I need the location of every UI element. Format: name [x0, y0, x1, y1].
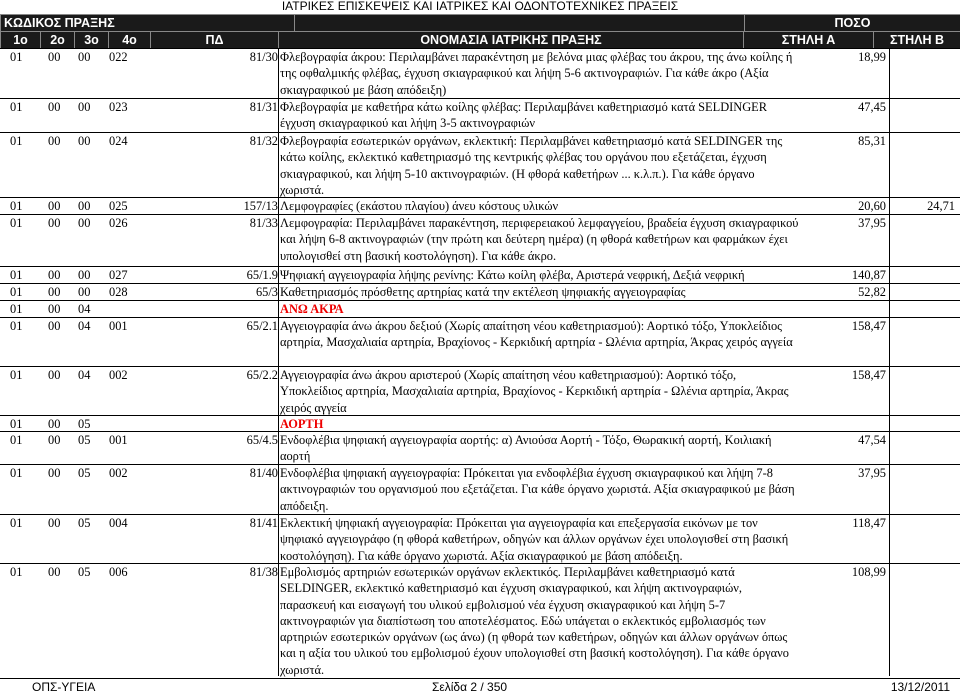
- procedure-description: [280, 515, 843, 564]
- pd-code: 81/38: [206, 564, 278, 580]
- description-line: χωριστά.: [280, 662, 843, 678]
- code-part-1: 01: [10, 133, 22, 149]
- procedure-description: [280, 49, 843, 98]
- procedure-description: [280, 367, 843, 416]
- code-part-1: 01: [10, 99, 22, 115]
- code-part-3: 00: [78, 284, 90, 300]
- code-part-1: 01: [10, 564, 22, 580]
- code-part-2: 00: [48, 465, 60, 481]
- pd-code: 65/3: [206, 284, 278, 300]
- amount-column-a: 108,99: [826, 564, 886, 580]
- description-line: της οφθαλμικής φλέβας, έγχυση σκιαγραφικού και λήψη 5-6 ακτινογραφιών. Για κάθε άκρο (Αξία: [280, 65, 843, 81]
- description-line: Λεμφογραφία: Περιλαμβάνει παρακέντηση, περιφερειακού λεμφαγγείου, βραδεία έγχυση σκιαγραφικού: [280, 215, 843, 231]
- procedure-description: [280, 564, 843, 678]
- table-row: [0, 415, 960, 416]
- code-part-1: 01: [10, 465, 22, 481]
- description-line: χωριστά.: [280, 182, 843, 198]
- pd-code: 81/33: [206, 215, 278, 231]
- description-line: σκιαγραφικού, και λήψη 5-10 ακτινογραφιών. (Η φθορά καθετήρων ... κ.λ.π.). Για κάθε όργανο: [280, 166, 843, 182]
- code-part-2: 00: [48, 284, 60, 300]
- code-part-4: 022: [109, 49, 128, 65]
- procedure-description: [280, 267, 843, 283]
- description-line: ψηφιακό αγγειογράφο (η φθορά καθετήρων, οδηγών και άλλων οργάνων έχει υπολογισθεί στη βασική: [280, 531, 843, 547]
- code-part-3: 04: [78, 367, 90, 383]
- procedure-description: [280, 198, 843, 214]
- code-part-3: 05: [78, 564, 90, 580]
- description-line: χειρός αγγεία: [280, 400, 843, 416]
- description-line: ακτινογραφιών του οργανισμού που εξετάζεται. Για κάθε όργανο χωριστά. Αξία σκιαγραφικού με βάση: [280, 481, 843, 497]
- amount-column-a: 140,87: [826, 267, 886, 283]
- code-header: ΚΩΔΙΚΟΣ ΠΡΑΞΗΣ: [1, 15, 295, 32]
- code-part-1: 01: [10, 267, 22, 283]
- table-row: [0, 266, 960, 267]
- pd-code: 65/4.5: [206, 432, 278, 448]
- procedure-description: [280, 301, 843, 317]
- table-row: [0, 132, 960, 133]
- table-row: [0, 98, 960, 99]
- code-part-4: 023: [109, 99, 128, 115]
- amount-column-a: 37,95: [826, 465, 886, 481]
- description-line: Εμβολισμός αρτηριών εσωτερικών οργάνων εκλεκτικός. Περιλαμβάνει καθετηριασμό κατά: [280, 564, 843, 580]
- code-part-4: 002: [109, 367, 128, 383]
- code-part-3: 04: [78, 301, 90, 317]
- code-part-3: 00: [78, 99, 90, 115]
- description-line: ΑΝΩ ΑΚΡΑ: [280, 301, 843, 317]
- procedure-description: [280, 432, 843, 465]
- amount-column-a: 37,95: [826, 215, 886, 231]
- code-part-2: 00: [48, 564, 60, 580]
- table-row: [0, 214, 960, 215]
- code-part-4: 028: [109, 284, 128, 300]
- code-part-4: 006: [109, 564, 128, 580]
- table-row: [0, 300, 960, 301]
- pd-code: 157/13: [206, 198, 278, 214]
- code-part-4: 001: [109, 318, 128, 334]
- description-line: Φλεβογραφία άκρου: Περιλαμβάνει παρακέντηση με βελόνα μιας φλέβας του άκρου, της άνω κοίλης ή: [280, 49, 843, 65]
- amount-column-a: 85,31: [826, 133, 886, 149]
- code-part-3: 05: [78, 416, 90, 432]
- code-part-4: 024: [109, 133, 128, 149]
- code-part-4: 002: [109, 465, 128, 481]
- description-line: παρασκευή και εισαγωγή του υλικού εμβολισμού νέα έγχυση σκιαγραφικού και λήψη 5-7: [280, 597, 843, 613]
- code-part-3: 00: [78, 49, 90, 65]
- pd-code: 81/32: [206, 133, 278, 149]
- description-line: έγχυση σκιαγραφικού και λήψη 3-5 ακτινογραφιών: [280, 115, 843, 131]
- col4-header: 4ο: [109, 32, 151, 49]
- description-line: Αγγειογραφία άνω άκρου αριστερού (Χωρίς απαίτηση νέου καθετηριασμού): Αορτικό τόξο,: [280, 367, 843, 383]
- procedure-description: [280, 99, 843, 132]
- code-part-4: 004: [109, 515, 128, 531]
- pd-header: ΠΔ: [151, 32, 279, 49]
- description-line: Φλεβογραφία εσωτερικών οργάνων, εκλεκτική: Περιλαμβάνει καθετηριασμό κατά SELDINGER της: [280, 133, 843, 149]
- code-part-1: 01: [10, 432, 22, 448]
- code-part-2: 00: [48, 367, 60, 383]
- description-line: κοστολόγηση). Για κάθε όργανο χωριστά. Αξία σκιαγραφικού με βάση απόδειξη.: [280, 548, 843, 564]
- table-row: [0, 197, 960, 198]
- description-line: ΑΟΡΤΗ: [280, 416, 843, 432]
- description-line: Καθετηριασμός πρόσθετης αρτηρίας κατά την εκτέλεση ψηφιακής αγγειογραφίας: [280, 284, 843, 300]
- description-line: Ενδοφλέβια ψηφιακή αγγειογραφία αορτής: α) Ανιούσα Αορτή - Τόξο, Θωρακική αορτή, Κοιλιακή: [280, 432, 843, 448]
- colA-header: ΣΤΗΛΗ Α: [744, 32, 874, 49]
- procedure-description: [280, 215, 843, 264]
- table-row: [0, 431, 960, 432]
- amount-column-a: 18,99: [826, 49, 886, 65]
- code-part-3: 00: [78, 198, 90, 214]
- colB-header: ΣΤΗΛΗ Β: [874, 32, 960, 49]
- code-part-3: 00: [78, 215, 90, 231]
- amount-column-a: 47,45: [826, 99, 886, 115]
- amount-column-a: 158,47: [826, 367, 886, 383]
- code-part-3: 04: [78, 318, 90, 334]
- description-line: υπολογισθεί στη βασική κοστολόγηση). Για κάθε άκρο.: [280, 248, 843, 264]
- code-part-2: 00: [48, 515, 60, 531]
- code-part-4: 001: [109, 432, 128, 448]
- code-part-2: 00: [48, 301, 60, 317]
- code-part-1: 01: [10, 318, 22, 334]
- code-part-2: 00: [48, 99, 60, 115]
- description-line: αρτηρία, Μασχαλιαία αρτηρία, Βραχίονος - Κερκιδική αρτηρία - Ωλένια αρτηρία, Άκρας χειρός αγγεία: [280, 334, 843, 350]
- code-part-3: 00: [78, 133, 90, 149]
- table-row: [0, 514, 960, 515]
- code-part-3: 00: [78, 267, 90, 283]
- description-line: σκιαγραφικού με βάση απόδειξη): [280, 82, 843, 98]
- procedure-description: [280, 416, 843, 432]
- description-line: και η αξία του υλικού του εμβολισμού έχουν υπολογισθεί στη βασική κοστολόγηση). Για κάθε όργανο: [280, 645, 843, 661]
- pd-code: 65/2.1: [206, 318, 278, 334]
- code-part-4: 027: [109, 267, 128, 283]
- table-row: [0, 48, 960, 49]
- description-line: αορτή: [280, 448, 843, 464]
- footer-date: 13/12/2011: [891, 679, 950, 696]
- code-part-2: 00: [48, 198, 60, 214]
- amount-column-a: 118,47: [826, 515, 886, 531]
- description-line: SELDINGER, εκλεκτικό καθετηριασμό και έγχυση σκιαγραφικού, και λήψη ακτινογραφιών,: [280, 580, 843, 596]
- amount-column-b: 24,71: [890, 198, 955, 214]
- col1-header: 1ο: [1, 32, 41, 49]
- table-subheader: [0, 31, 960, 49]
- code-part-2: 00: [48, 432, 60, 448]
- amount-column-a: 47,54: [826, 432, 886, 448]
- page-footer: [0, 678, 960, 695]
- pd-code: 81/40: [206, 465, 278, 481]
- footer-page: Σελίδα 2 / 350: [432, 679, 507, 696]
- description-line: Υποκλείδιος αρτηρία, Μασχαλιαία αρτηρία, Βραχίονος - Κερκιδική αρτηρία - Ωλένια αρτηρία, Άκρας: [280, 383, 843, 399]
- description-line: Αγγειογραφία άνω άκρου δεξιού (Χωρίς απαίτηση νέου καθετηριασμού): Αορτικό τόξο, Υποκλείδιος: [280, 318, 843, 334]
- column-divider: [889, 48, 890, 676]
- description-line: αρτηριών εσωτερικών οργάνων (ως άνω) (η φθορά των καθετήρων, οδηγών και άλλων οργάνων όπως: [280, 629, 843, 645]
- code-part-1: 01: [10, 416, 22, 432]
- footer-left: ΟΠΣ-ΥΓΕΙΑ: [32, 679, 95, 696]
- amount-column-a: 158,47: [826, 318, 886, 334]
- code-part-1: 01: [10, 49, 22, 65]
- description-line: Ενδοφλέβια ψηφιακή αγγειογραφία: Πρόκειται για ενδοφλέβια έγχυση σκιαγραφικού και λήψη 7-8: [280, 465, 843, 481]
- description-line: Λεμφογραφίες (εκάστου πλαγίου) άνευ κόστους υλικών: [280, 198, 843, 214]
- procedure-description: [280, 133, 843, 198]
- table-row: [0, 317, 960, 318]
- table-row: [0, 464, 960, 465]
- code-part-2: 00: [48, 416, 60, 432]
- description-line: και λήψη 6-8 ακτινογραφιών (την πρώτη και δεύτερη ημέρα) (η φθορά καθετήρων και φαρμάκων έχει: [280, 231, 843, 247]
- description-line: Φλεβογραφία με καθετήρα κάτω κοίλης φλέβας: Περιλαμβάνει καθετηριασμό κατά SELDINGER: [280, 99, 843, 115]
- amount-column-a: 20,60: [826, 198, 886, 214]
- column-divider: [278, 48, 279, 676]
- code-part-3: 05: [78, 515, 90, 531]
- amount-column-a: 52,82: [826, 284, 886, 300]
- code-part-2: 00: [48, 133, 60, 149]
- table-row: [0, 366, 960, 367]
- code-part-4: 025: [109, 198, 128, 214]
- col3-header: 3ο: [75, 32, 109, 49]
- table-row: [0, 283, 960, 284]
- procedure-description: [280, 284, 843, 300]
- description-line: κάτω κοίλης, εκλεκτικό καθετηριασμό της κεντρικής φλέβας του οργάνου που εξετάζεται, έγχυση: [280, 149, 843, 165]
- name-header: ΟΝΟΜΑΣΙΑ ΙΑΤΡΙΚΗΣ ΠΡΑΞΗΣ: [279, 32, 744, 49]
- code-part-1: 01: [10, 215, 22, 231]
- description-line: απόδειξη.: [280, 498, 843, 514]
- code-part-1: 01: [10, 301, 22, 317]
- description-line: ακτινογραφιών για διαπίστωση του αποτελέσματος. Εδώ υπάγεται ο εκλεκτικός εμβολιασμός των: [280, 613, 843, 629]
- pd-code: 81/30: [206, 49, 278, 65]
- code-part-3: 05: [78, 465, 90, 481]
- procedure-description: [280, 318, 843, 351]
- code-part-1: 01: [10, 367, 22, 383]
- code-part-2: 00: [48, 49, 60, 65]
- pd-code: 81/41: [206, 515, 278, 531]
- code-part-2: 00: [48, 318, 60, 334]
- code-part-1: 01: [10, 284, 22, 300]
- pd-code: 81/31: [206, 99, 278, 115]
- code-part-3: 05: [78, 432, 90, 448]
- procedure-description: [280, 465, 843, 514]
- table-row: [0, 563, 960, 564]
- description-line: Εκλεκτική ψηφιακή αγγειογραφία: Πρόκειται για αγγειογραφία και επεξεργασία εικόνων με τον: [280, 515, 843, 531]
- code-part-4: 026: [109, 215, 128, 231]
- table-header: [0, 14, 960, 32]
- code-part-2: 00: [48, 267, 60, 283]
- document-title: ΙΑΤΡΙΚΕΣ ΕΠΙΣΚΕΨΕΙΣ ΚΑΙ ΙΑΤΡΙΚΕΣ ΚΑΙ ΟΔΟΝΤΟΤΕΧΝΙΚΕΣ ΠΡΑΞΕΙΣ: [0, 0, 960, 13]
- code-part-1: 01: [10, 198, 22, 214]
- description-line: Ψηφιακή αγγειογραφία λήψης ρενίνης: Κάτω κοίλη φλέβα, Αριστερά νεφρική, Δεξιά νεφρική: [280, 267, 843, 283]
- code-part-2: 00: [48, 215, 60, 231]
- pd-code: 65/2.2: [206, 367, 278, 383]
- amount-header: ΠΟΣΟ: [745, 15, 960, 32]
- pd-code: 65/1.9: [206, 267, 278, 283]
- code-part-1: 01: [10, 515, 22, 531]
- col2-header: 2ο: [41, 32, 75, 49]
